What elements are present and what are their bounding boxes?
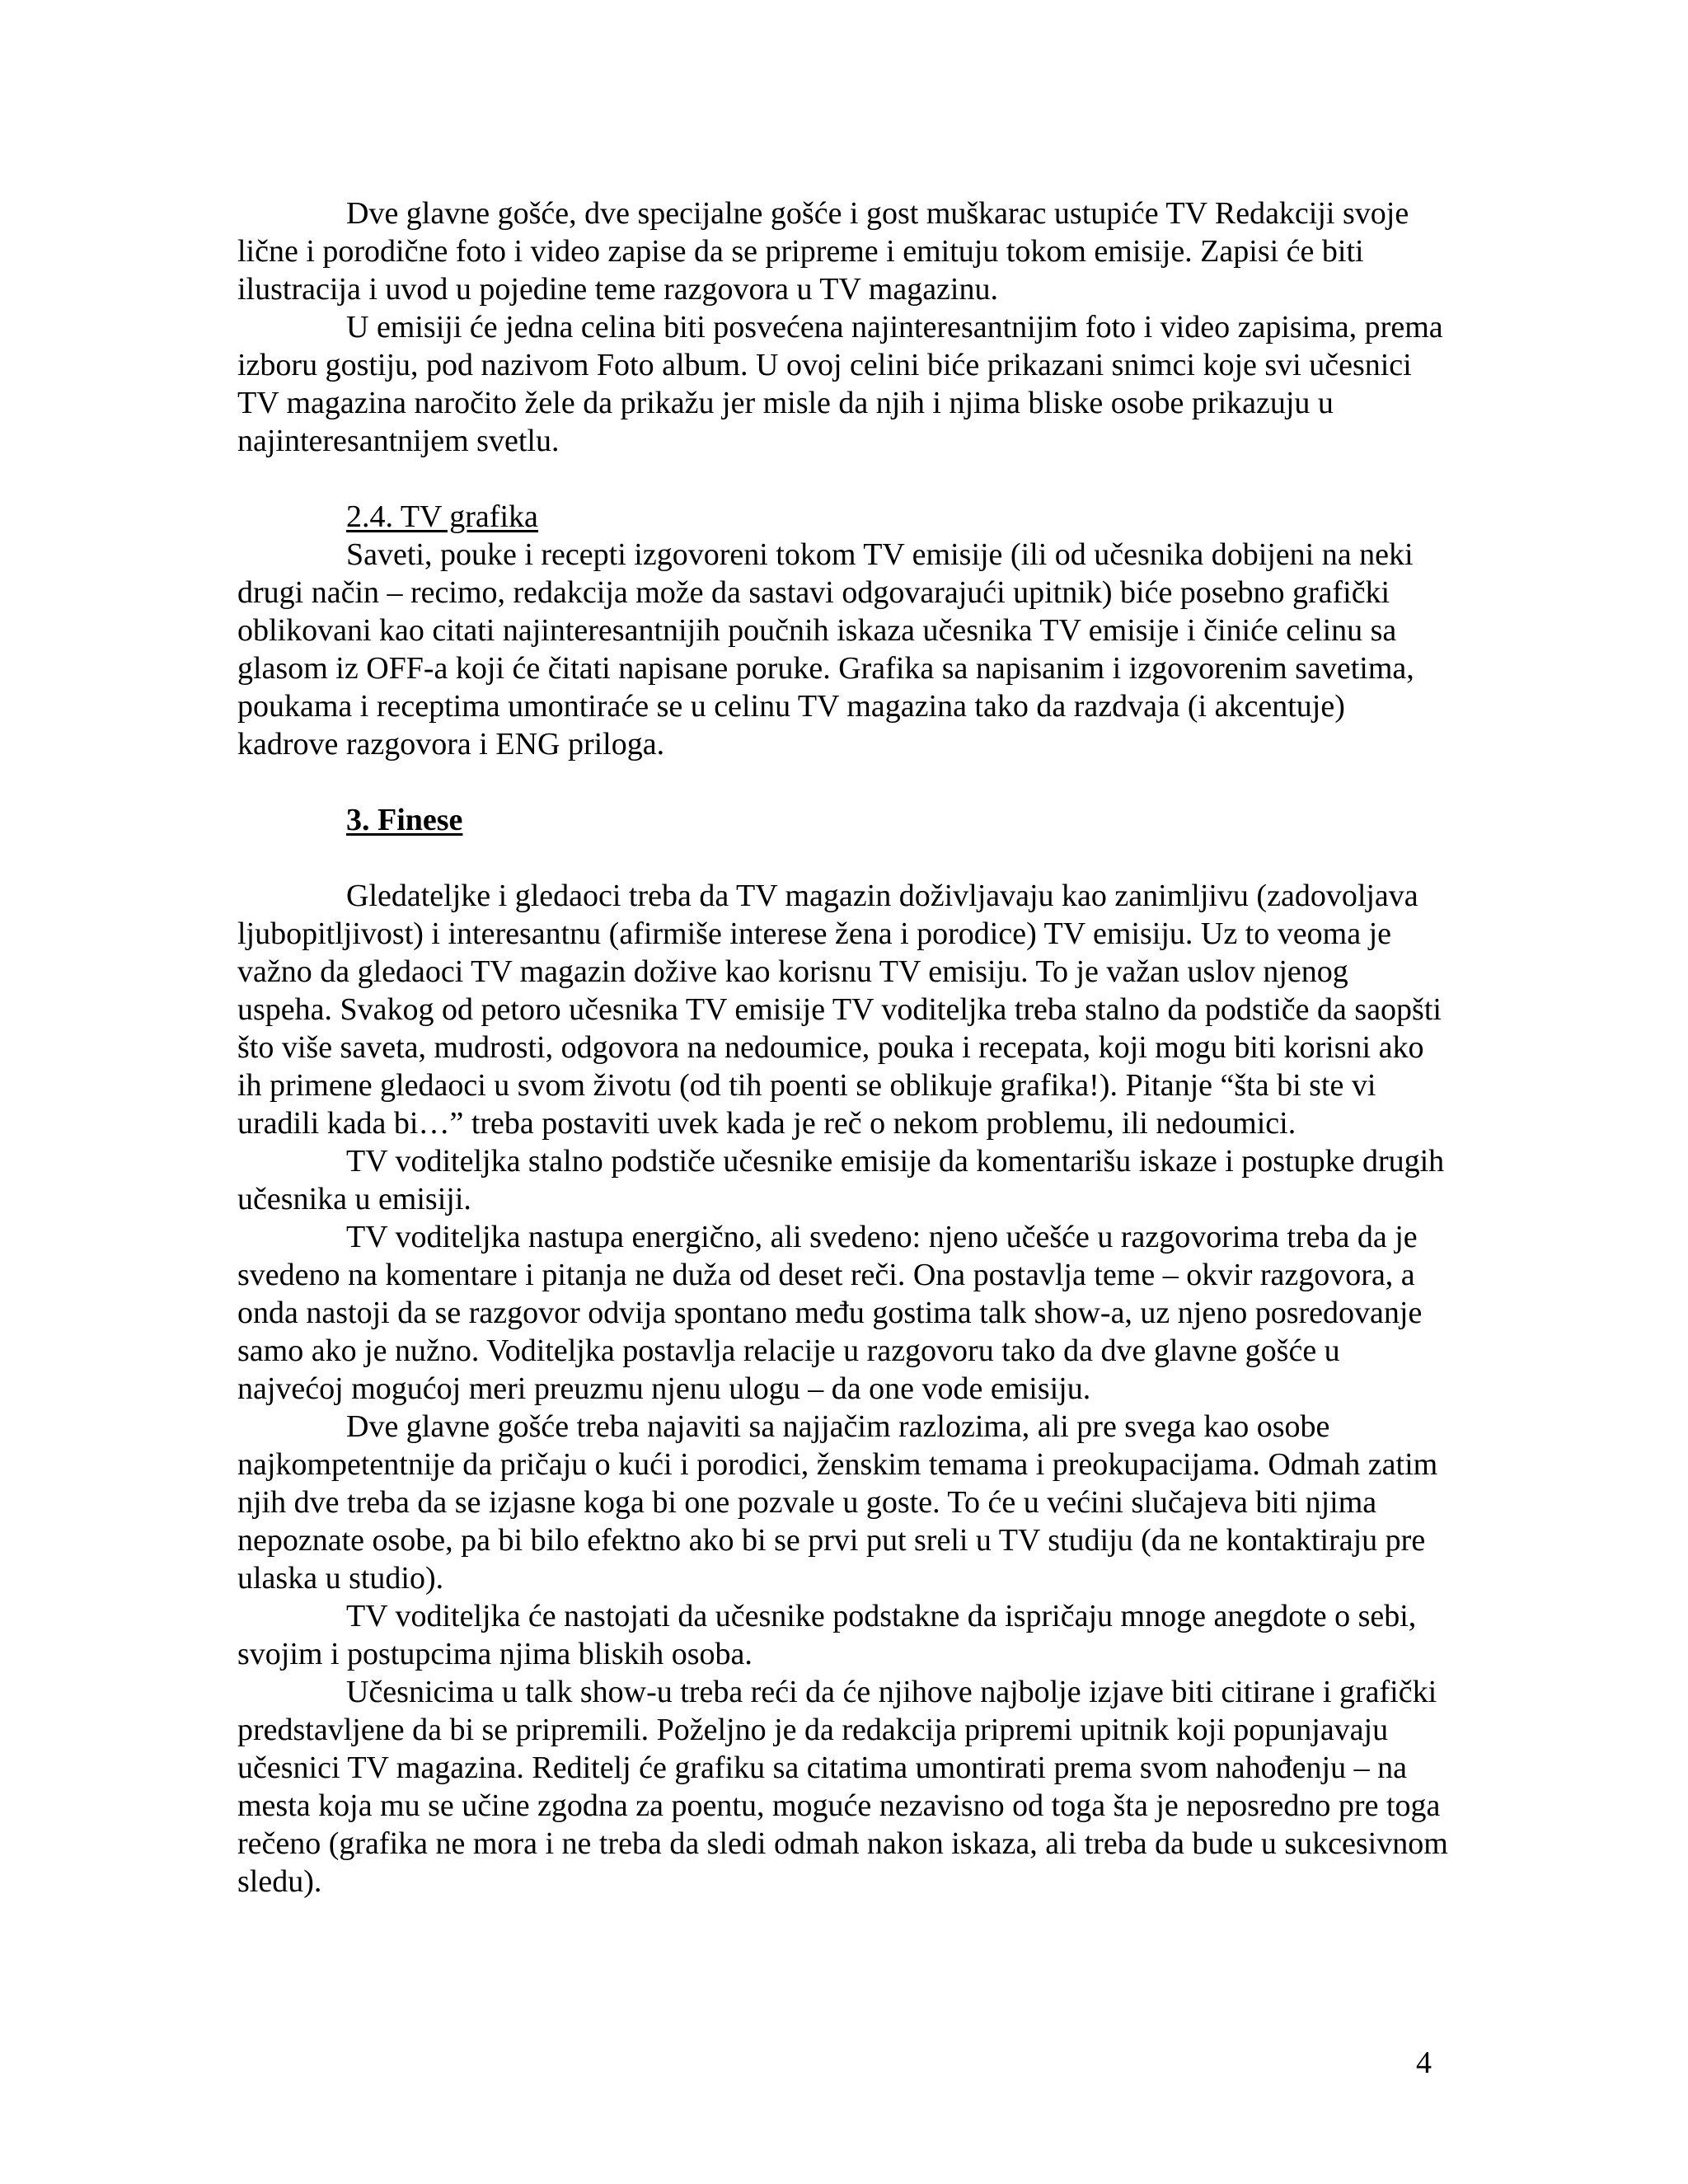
page-number: 4: [1416, 2046, 1432, 2080]
spacer: [237, 839, 1449, 877]
paragraph-main-guests: Dve glavne gošće treba najaviti sa najjačim razlozima, ali pre svega kao osobe najkompetentnije da pričaju o kući i porodici, ženskim temama i preokupacijama. Odmah zatim njih dve treba da se izjasne koga bi one pozvale u goste. To će u većini slučajeva biti njima nepoznate osobe, pa bi bilo efektno ako bi se prvi put sreli u TV studiju (da ne kontaktiraju pre ulaska u studio).: [237, 1409, 1438, 1596]
paragraph-quotes-graphics: Učesnicima u talk show-u treba reći da će njihove najbolje izjave biti citirane i grafički predstavljene da bi se pripremili. Poželjno je da redakcija pripremi upitnik koji popunjavaju učesnici TV magazina. Reditelj će grafiku sa citatima umontirati prema svom nahođenju – na mesta koja mu se učine zgodna za poentu, moguće nezavisno od toga šta je neposredno pre toga rečeno (grafika ne mora i ne treba da sledi odmah nakon iskaza, ali treba da bude u sukcesivnom sledu).: [237, 1675, 1448, 1899]
paragraph-useful-show: Gledateljke i gledaoci treba da TV magazin doživljavaju kao zanimljivu (zadovoljava ljubopitljivost) i interesantnu (afirmiše interese žena i porodice) TV emisiju. Uz to veoma je važno da gledaoci TV magazin dožive kao korisnu TV emisiju. To je važan uslov njenog uspeha. Svakog od petoro učesnika TV emisije TV voditeljka treba stalno da podstiče da saopšti što više saveta, mudrosti, odgovora na nedoumice, pouka i recepata, koji mogu biti korisni ako ih primene gledaoci u svom životu (od tih poenti se oblikuje grafika!). Pitanje “šta bi ste vi uradili kada bi…” treba postaviti uvek kada je reč o nekom problemu, ili nedoumici.: [237, 879, 1442, 1141]
section-heading-tv-graphics: 2.4. TV grafika: [346, 499, 538, 534]
spacer: [237, 763, 1449, 801]
paragraph-tv-graphics: Saveti, pouke i recepti izgovoreni tokom TV emisije (ili od učesnika dobijeni na neki drugi način – recimo, redakcija može da sastavi odgovarajući upitnik) biće posebno grafički oblikovani kao citati najinteresantnijih poučnih iskaza učesnika TV emisije i činiće celinu sa glasom iz OFF-a koji će čitati napisane poruke. Grafika sa napisanim i izgovorenim savetima, poukama i receptima umontiraće se u celinu TV magazina tako da razdvaja (i akcentuje) kadrove razgovora i ENG priloga.: [237, 537, 1414, 762]
page-content: [237, 194, 1449, 1900]
paragraph-host-encourages-comments: TV voditeljka stalno podstiče učesnike emisije da komentarišu iskaze i postupke drugih učesnika u emisiji.: [237, 1144, 1445, 1216]
paragraph-photo-album: U emisiji će jedna celina biti posvećena najinteresantnijim foto i video zapisima, prema izboru gostiju, pod nazivom Foto album. U ovoj celini biće prikazani snimci koje svi učesnici TV magazina naročito žele da prikažu jer misle da njih i njima bliske osobe prikazuju u najinteresantnijem svetlu.: [237, 310, 1443, 458]
paragraph-host-style: TV voditeljka nastupa energično, ali svedeno: njeno učešće u razgovorima treba da je svedeno na komentare i pitanja ne duža od deset reči. Ona postavlja teme – okvir razgovora, a onda nastoji da se razgovor odvija spontano među gostima talk show-a, uz njeno posredovanje samo ako je nužno. Voditeljka postavlja relacije u razgovoru tako da dve glavne gošće u najvećoj mogućoj meri preuzmu njenu ulogu – da one vode emisiju.: [237, 1220, 1423, 1406]
section-heading-finese: 3. Finese: [346, 803, 463, 837]
spacer: [237, 460, 1449, 498]
paragraph-anecdotes: TV voditeljka će nastojati da učesnike podstakne da ispričaju mnoge anegdote o sebi, svojim i postupcima njima bliskih osoba.: [237, 1599, 1417, 1671]
paragraph-personal-archives: Dve glavne gošće, dve specijalne gošće i gost muškarac ustupiće TV Redakciji svoje lične i porodične foto i video zapise da se pripreme i emituju tokom emisije. Zapisi će biti ilustracija i uvod u pojedine teme razgovora u TV magazinu.: [237, 196, 1409, 307]
